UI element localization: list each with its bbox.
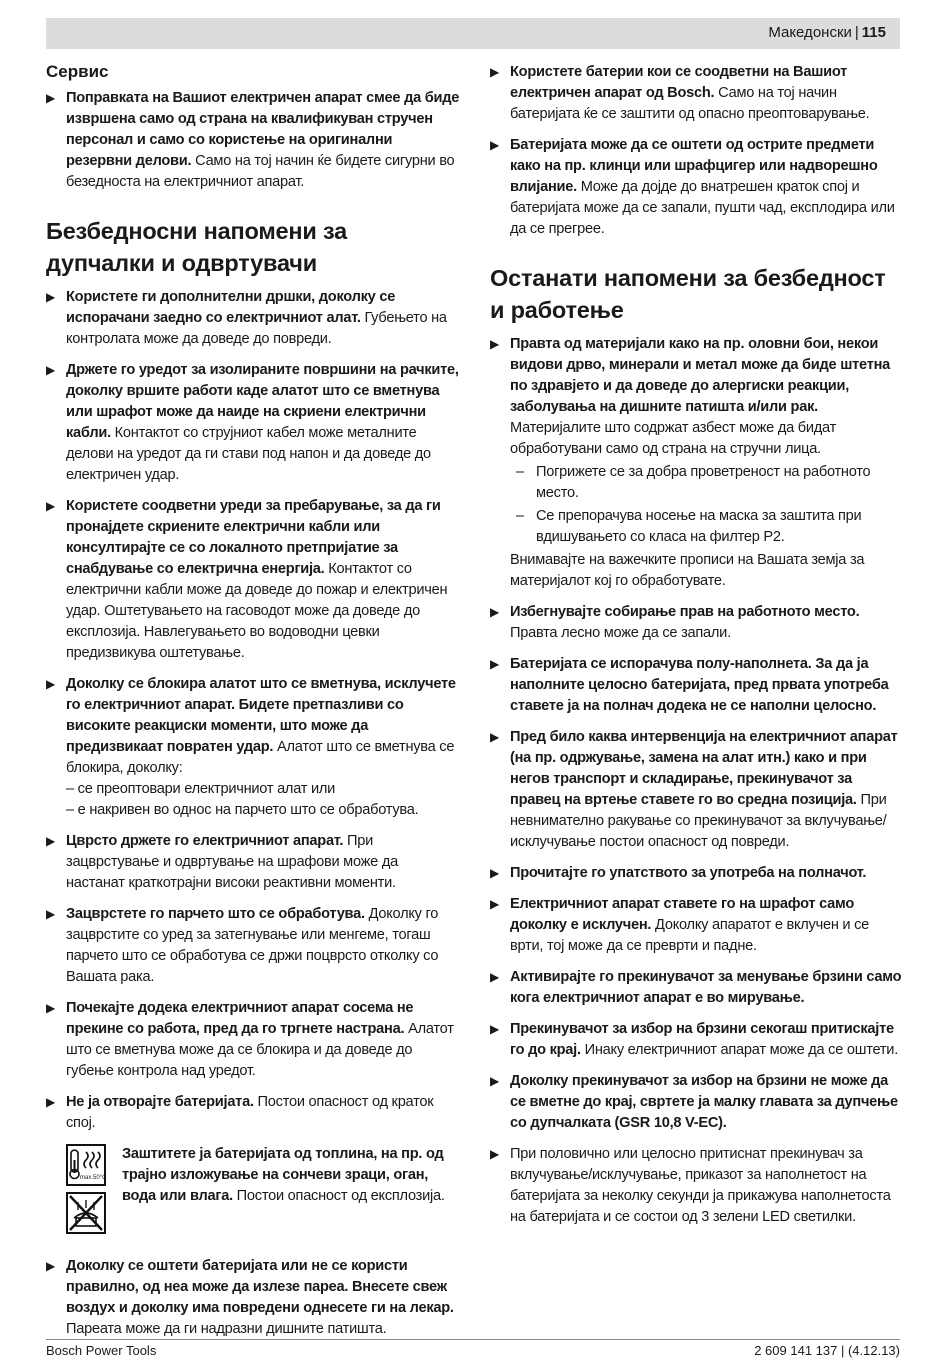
item-text: Правта лесно може да се запали. — [510, 625, 731, 641]
list-item — [46, 1092, 460, 1134]
bullet-arrow-icon: ▶ — [46, 677, 55, 691]
item-bold: Прекинувачот за избор на брзини секогаш притискајте го до крај. — [510, 1021, 894, 1058]
bullet-arrow-icon: ▶ — [490, 1022, 499, 1036]
language-label: Македонски — [768, 24, 852, 41]
item-text: При половично или целосно притиснат прекинувач за вклучување/исклучување, приказот за наполнетост на батеријата за неколку секунди ја прикажува наполнетоста на батеријата и се состои од 3 зелени LED светилки. — [510, 1146, 891, 1225]
item-bold: Користете ги дополнителни дршки, доколку се испорачани заедно со електричниот алат. — [66, 289, 396, 326]
item-bold: Активирајте го прекинувачот за менување брзини само кога електричниот апарат е во мирување. — [510, 969, 902, 1006]
item-bold: Батеријата се испорачува полу-наполнета. За да ја наполните целосно батеријата, пред првата употреба ставете ја на полнач додека не се наполни целосно. — [510, 656, 889, 714]
list-item — [490, 1144, 902, 1228]
bullet-arrow-icon: ▶ — [490, 970, 499, 984]
item-bold: Држете го уредот за изолираните површини на рачките, доколку вршите работи каде алатот што се вметнува или шрафот може да наиде на скриени електрични кабли. — [66, 362, 459, 441]
list-item — [490, 863, 902, 884]
item-text: При невнимателно ракување со прекинувачот за вклучување/исклучување постои опасност од повреди. — [510, 792, 887, 850]
footer-divider — [46, 1339, 900, 1340]
list-item — [46, 88, 460, 193]
item-text: Доколку апаратот е вклучен и се врти, тој може да се преврти и падне. — [510, 917, 870, 954]
item-bold: Поправката на Вашиот електричен апарат смее да биде извршена само од страна на квалификуван стручен персонал и само со користење на оригинални резервни делови. — [66, 90, 460, 169]
list-item — [46, 360, 460, 486]
item-bold: Не ја отворајте батеријата. — [66, 1094, 254, 1110]
item-bold: Батеријата може да се оштети од острите предмети како на пр. клинци или шрафцигер или надворешно влијание. — [510, 137, 878, 195]
item-bold: Прочитајте го упатството за употреба на полначот. — [510, 865, 867, 881]
item-bold: Почекајте додека електричниот апарат сосема не прекине со работа, пред да го тргнете настрана. — [66, 1000, 414, 1037]
other-section-title: Останати напомени за безбедност и работење — [490, 265, 886, 323]
thermometer-max-temp-icon — [66, 1144, 106, 1186]
item-text: Пареата може да ги надразни дишните патишта. — [66, 1321, 387, 1337]
dash-mark: – — [516, 508, 524, 524]
bullet-arrow-icon: ▶ — [490, 897, 499, 911]
bullet-arrow-icon: ▶ — [490, 1147, 499, 1161]
bullet-arrow-icon: ▶ — [46, 290, 55, 304]
item-bold: Избегнувајте собирање прав на работното место. — [510, 604, 860, 620]
item-text: Материјалите што содржат азбест може да бидат обработувани само од страна на стручни лица. — [510, 420, 837, 457]
list-item — [490, 135, 902, 240]
bullet-arrow-icon: ▶ — [46, 499, 55, 513]
list-item — [490, 602, 902, 644]
bullet-arrow-icon: ▶ — [46, 1001, 55, 1015]
service-title: Сервис — [46, 62, 109, 81]
item-bold: Зацврстете го парчето што се обработува. — [66, 906, 365, 922]
bullet-arrow-icon: ▶ — [490, 866, 499, 880]
item-text: Само на тој начин ќе бидете сигурни во безедноста на електричниот апарат. — [66, 153, 455, 190]
bullet-arrow-icon: ▶ — [490, 1074, 499, 1088]
item-bold: Заштитете ја батеријата од топлина, на пр. од трајно изложување на сончеви зраци, оган, вода или влага. — [122, 1146, 444, 1204]
heat-warning-block — [66, 1144, 460, 1244]
condition-line: – е накривен во однос на парчето што се обработува. — [66, 802, 419, 818]
item-bold: Пред било каква интервенција на електричниот апарат (на пр. одржување, замена на алат итн.) како и при негов транспорт и складирање, прекинувачот за правец на вртење ставете го во средна позиција. — [510, 729, 898, 808]
list-item — [490, 967, 902, 1009]
bullet-arrow-icon: ▶ — [46, 1259, 55, 1273]
left-column — [46, 62, 460, 1350]
list-item — [46, 904, 460, 988]
bullet-arrow-icon: ▶ — [46, 363, 55, 377]
list-item — [46, 1256, 460, 1340]
item-bold: Доколку се оштети батеријата или не се користи правилно, од неа може да излезе пареа. Внесете свеж воздух и доколку има повредени однесете ги на лекар. — [66, 1258, 454, 1316]
bullet-arrow-icon: ▶ — [490, 605, 499, 619]
max-temp-label: max.50°C — [80, 1175, 107, 1181]
list-item — [46, 831, 460, 894]
page-header — [768, 24, 886, 41]
regulations-note: Внимавајте на важечките прописи на Вашата земја за материјалот кој го обработувате. — [510, 552, 865, 589]
item-bold: Доколку прекинувачот за избор на брзини не може да се вметне до крај, свртете ја малку главата за дупчење со дупчалката (GSR 10,8 V-EC). — [510, 1073, 898, 1131]
item-text: При зацврстување и одвртување на шрафови може да настанат краткотрајни високи реактивни моменти. — [66, 833, 398, 891]
list-item — [490, 1071, 902, 1134]
list-item — [490, 62, 902, 125]
bullet-arrow-icon: ▶ — [490, 337, 499, 351]
heat-warning-text — [66, 1144, 460, 1207]
item-text: Доколку го зацврстите со уред за затегнување или менгеме, тогаш парчето што се обработува се држи поцврсто отколку со Вашата рака. — [66, 906, 439, 985]
item-bold: Користете батерии кои се соодветни на Вашиот електричен апарат од Bosch. — [510, 64, 848, 101]
dash-text: Погрижете се за добра проветреност на работното место. — [536, 464, 871, 501]
footer-doc-number: 2 609 141 137 | (4.12.13) — [754, 1343, 900, 1358]
dash-text: Се препорачува носење на маска за заштита при вдишувањето со класа на филтер P2. — [536, 508, 862, 545]
item-text: Може да дојде до внатрешен краток спој и батеријата може да се запали, пушти чад, експлодира или да се прегрее. — [510, 179, 895, 237]
header-separator: | — [854, 24, 859, 41]
item-text: Контактот со електрични кабли може да доведе до пожар и електричен удар. Оштетувањето на гасоводот може да доведе до експлозија. Навлегувањето во водоводни цевки предизвикува оштетување. — [66, 561, 448, 661]
bullet-arrow-icon: ▶ — [490, 138, 499, 152]
list-item — [490, 727, 902, 853]
list-item — [46, 674, 460, 821]
item-bold: Правта од материјали како на пр. оловни бои, некои видови дрво, минерали и метал може да биде штетна по здравјето и да доведе до алергиски реакции, заболувања на дишните патишта и/или рак. — [510, 336, 891, 415]
page-header-bar — [46, 18, 900, 49]
item-text: Алатот што се вметнува се блокира, доколку: — [66, 739, 455, 776]
item-bold: Доколку се блокира алатот што се вметнува, исклучете го електричниот апарат. Бидете претпазливи со високите реакциски моменти, што може да предизвикаат повратен удар. — [66, 676, 456, 755]
list-item — [490, 654, 902, 717]
bullet-arrow-icon: ▶ — [46, 834, 55, 848]
right-column — [490, 62, 902, 1238]
item-text: Само на тој начин батеријата ќе се заштити од опасно преоптоварување. — [510, 85, 870, 122]
dash-mark: – — [516, 464, 524, 480]
item-text: Постои опасност од експлозија. — [232, 1188, 445, 1204]
list-item — [490, 1019, 902, 1061]
list-item — [490, 334, 902, 592]
item-text: Губењето на контролата може да доведе до повреди. — [66, 310, 447, 347]
no-water-icon — [66, 1192, 106, 1234]
item-bold: Користете соодветни уреди за пребарување, за да ги пронајдете скриените електрични кабли или консултирајте се со локалното претпријатие за снабдување со електрична енергија. — [66, 498, 441, 577]
list-item — [46, 287, 460, 350]
list-item — [490, 894, 902, 957]
item-text: Контактот со струјниот кабел може металните делови на уредот да ги стави под напон и да доведе до електричен удар. — [66, 425, 431, 483]
item-bold: Електричниот апарат ставете го на шрафот само доколку е исклучен. — [510, 896, 855, 933]
bullet-arrow-icon: ▶ — [490, 730, 499, 744]
footer-brand: Bosch Power Tools — [46, 1343, 157, 1358]
safety-section-title: Безбедносни напомени за дупчалки и одвртувачи — [46, 218, 348, 276]
list-item — [46, 496, 460, 664]
page-number: 115 — [861, 24, 886, 41]
bullet-arrow-icon: ▶ — [46, 1095, 55, 1109]
dash-item — [490, 462, 902, 504]
condition-line: – се преоптовари електричниот алат или — [66, 781, 336, 797]
bullet-arrow-icon: ▶ — [490, 657, 499, 671]
bullet-arrow-icon: ▶ — [46, 907, 55, 921]
bullet-arrow-icon: ▶ — [46, 91, 55, 105]
item-text: Инаку електричниот апарат може да се оштети. — [580, 1042, 899, 1058]
item-text: Постои опасност од краток спој. — [66, 1094, 434, 1131]
dash-item — [490, 506, 902, 548]
item-text: Алатот што се вметнува може да се блокира и да доведе до губење контрола над уредот. — [66, 1021, 454, 1079]
list-item — [46, 998, 460, 1082]
item-bold: Цврсто држете го електричниот апарат. — [66, 833, 344, 849]
bullet-arrow-icon: ▶ — [490, 65, 499, 79]
